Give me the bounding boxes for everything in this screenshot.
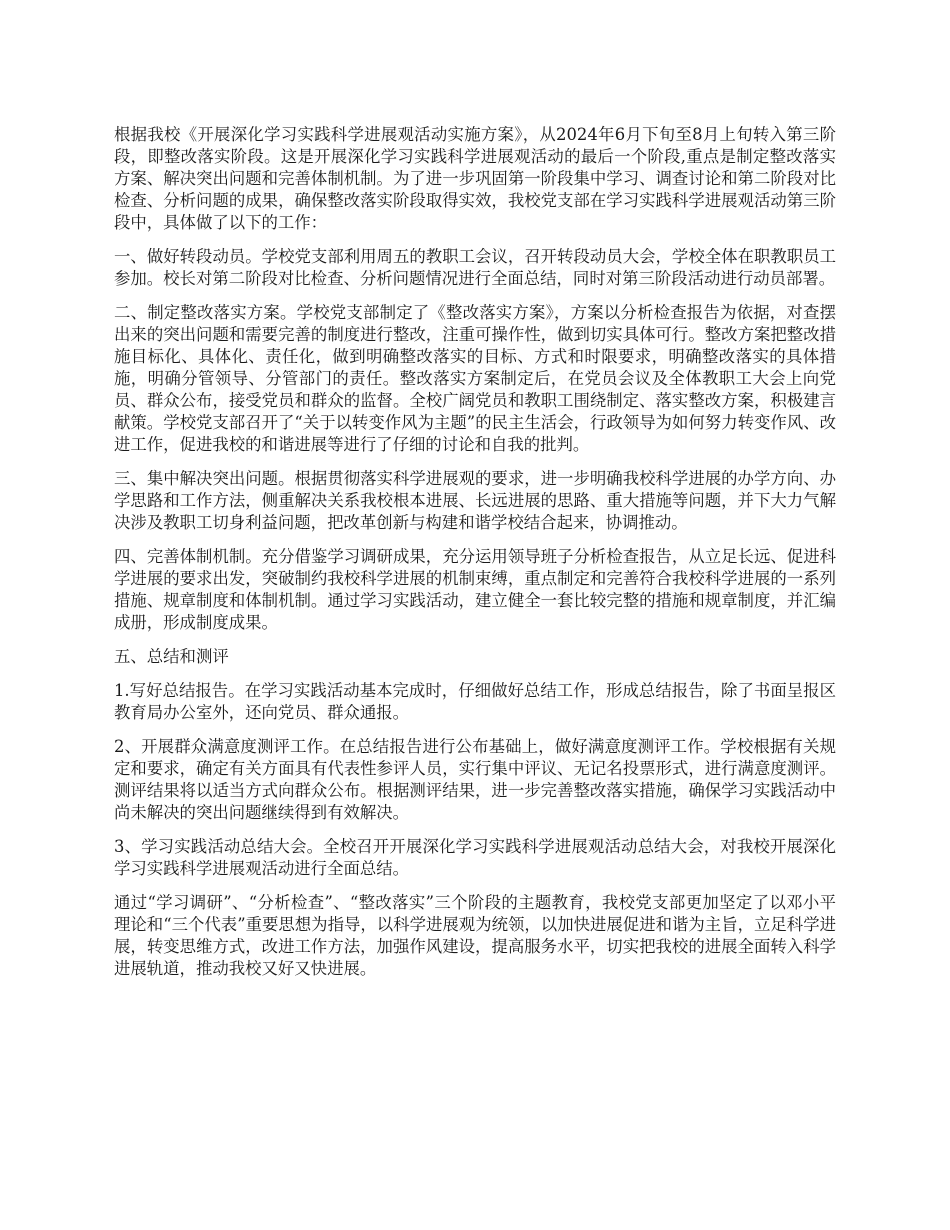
section-3-paragraph: 三、集中解决突出问题。根据贯彻落实科学进展观的要求，进一步明确我校科学进展的办学方向、办学思路和工作方法，侧重解决关系我校根本进展、长远进展的思路、重大措施等问题，并下大力气解决涉及教职工切身利益问题，把改革创新与构建和谐学校结合起来，协调推动。 bbox=[114, 469, 836, 532]
item-2-paragraph: 2、开展群众满意度测评工作。在总结报告进行公布基础上，做好满意度测评工作。学校根据有关规定和要求，确定有关方面具有代表性参评人员，实行集中评议、无记名投票形式，进行满意度测评。测评结果将以适当方式向群众公布。根据测评结果，进一步完善整改落实措施，确保学习实践活动中尚未解决的突出问题继续得到有效解决。 bbox=[114, 737, 836, 822]
item-3-paragraph: 3、学习实践活动总结大会。全校召开开展深化学习实践科学进展观活动总结大会，对我校开展深化学习实践科学进展观活动进行全面总结。 bbox=[114, 837, 836, 878]
item-1-paragraph: 1.写好总结报告。在学习实践活动基本完成时，仔细做好总结工作，形成总结报告，除了书面呈报区教育局办公室外，还向党员、群众通报。 bbox=[114, 681, 836, 722]
conclusion-paragraph: 通过“学习调研”、“分析检查”、“整改落实”三个阶段的主题教育，我校党支部更加坚定了以邓小平理论和“三个代表”重要思想为指导，以科学进展观为统领，以加快进展促进和谐为主旨，立足科学进展，转变思维方式，改进工作方法，加强作风建设，提高服务水平，切实把我校的进展全面转入科学进展轨道，推动我校又好又快进展。 bbox=[114, 893, 836, 978]
document-body bbox=[114, 124, 836, 992]
section-5-heading: 五、总结和测评 bbox=[114, 647, 229, 666]
section-1-paragraph: 一、做好转段动员。学校党支部利用周五的教职工会议，召开转段动员大会，学校全体在职教职员工参加。校长对第二阶段对比检查、分析问题情况进行全面总结，同时对第三阶段活动进行动员部署。 bbox=[114, 247, 836, 288]
section-4-paragraph: 四、完善体制机制。充分借鉴学习调研成果，充分运用领导班子分析检查报告，从立足长远、促进科学进展的要求出发，突破制约我校科学进展的机制束缚，重点制定和完善符合我校科学进展的一系列措施、规章制度和体制机制。通过学习实践活动，建立健全一套比较完整的措施和规章制度，并汇编成册，形成制度成果。 bbox=[114, 547, 836, 632]
intro-paragraph: 根据我校《开展深化学习实践科学进展观活动实施方案》，从2024年6月下旬至8月上旬转入第三阶段，即整改落实阶段。这是开展深化学习实践科学进展观活动的最后一个阶段,重点是制定整改落实方案、解决突出问题和完善体制机制。为了进一步巩固第一阶段集中学习、调查讨论和第二阶段对比检查、分析问题的成果，确保整改落实阶段取得实效，我校党支部在学习实践科学进展观活动第三阶段中，具体做了以下的工作： bbox=[114, 125, 836, 232]
section-2-paragraph: 二、制定整改落实方案。学校党支部制定了《整改落实方案》，方案以分析检查报告为依据，对查摆出来的突出问题和需要完善的制度进行整改，注重可操作性，做到切实具体可行。整改方案把整改措施目标化、具体化、责任化，做到明确整改落实的目标、方式和时限要求，明确整改落实的具体措施，明确分管领导、分管部门的责任。整改落实方案制定后，在党员会议及全体教职工大会上向党员、群众公布，接受党员和群众的监督。全校广阔党员和教职工围绕制定、落实整改方案，积极建言献策。学校党支部召开了“关于以转变作风为主题”的民主生活会，行政领导为如何努力转变作风、改进工作，促进我校的和谐进展等进行了仔细的讨论和自我的批判。 bbox=[114, 303, 836, 454]
